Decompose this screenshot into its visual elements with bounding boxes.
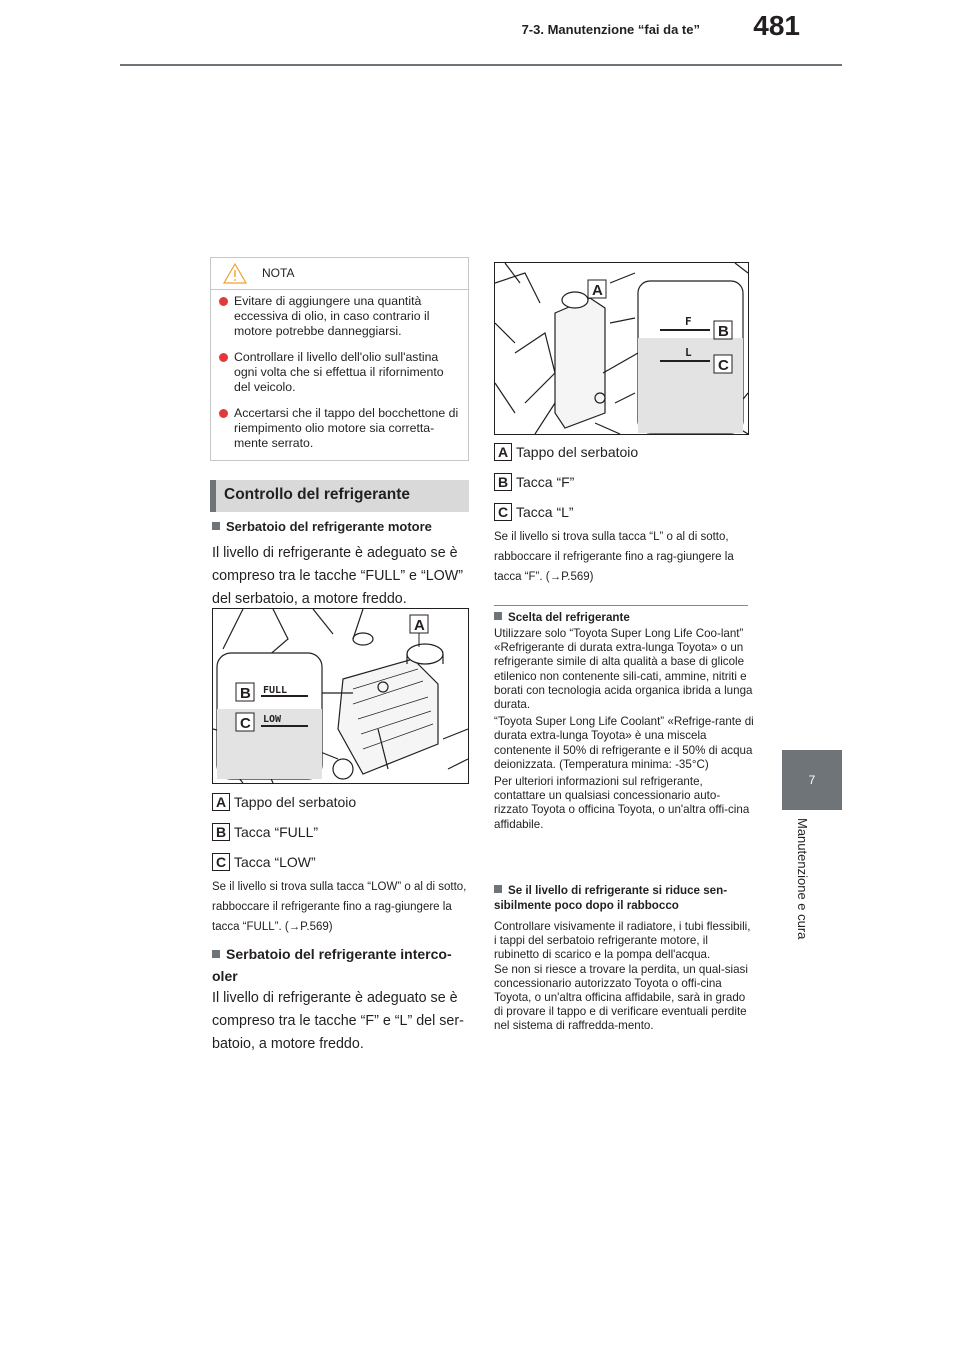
legend-badge-b: B (212, 823, 230, 841)
notice-header (211, 258, 468, 290)
label-c: C (718, 357, 729, 374)
legend-badge-c: C (212, 853, 230, 871)
legend-text-b: Tacca “FULL” (234, 824, 319, 840)
bullet-icon (219, 353, 228, 362)
f-mark-label: F (685, 315, 692, 328)
legend-badge-a: A (212, 793, 230, 811)
legend-text-b: Tacca “F” (516, 474, 575, 490)
low-mark-label: LOW (263, 714, 282, 725)
label-c: C (240, 715, 251, 732)
legend-text-a: Tappo del serbatoio (234, 794, 357, 810)
notice-box: NOTA Evitare di aggiungere una quantità eccessiva di olio, in caso contrario il motore potrebbe danneggiarsi. Controllare il livello dell'olio sull'astina ogni volta che si effettua il rifornimento del veicolo. Accertarsi che il tappo del bocchettone di riempimento olio motore sia corretta-mente serrato. (210, 257, 469, 461)
chapter-side-label: Manutenzione e cura (795, 818, 810, 940)
chapter-tab: 7 (782, 750, 842, 810)
legend-badge-a: A (494, 443, 512, 461)
page-number: 481 (753, 10, 800, 41)
intercooler-coolant-tank-drawing (495, 263, 748, 434)
square-bullet-icon (494, 612, 502, 620)
paragraph: Se non si riesce a trovare la perdita, un qual-siasi concessionario autorizzato Toyota o offi-cina Toyota, o un'altra officina affidabile, sarà in grado di provare il tappo e di verificare eventuali perdite nel sistema di raffredda-mento. (494, 962, 748, 1033)
paragraph: Per ulteriori informazioni sul refrigerante, contattare un qualsiasi concessionario auto-rizzato Toyota o officina Toyota, o un'altra offi-cina affidabile. (494, 775, 750, 831)
engine-tank-illustration (212, 608, 469, 784)
label-b: B (718, 323, 729, 340)
intercooler-tank-note: Se il livello si trova sulla tacca “L” o al di sotto, rabboccare il refrigerante fino a rag-giungere la tacca “F”. (→P.569) (494, 531, 734, 583)
legend-text-a: Tappo del serbatoio (516, 444, 639, 460)
square-bullet-icon (212, 950, 220, 958)
square-bullet-icon (494, 885, 502, 893)
label-b: B (240, 685, 251, 702)
coolant-choice-body (494, 627, 754, 832)
legend-text-c: Tacca “LOW” (234, 854, 316, 870)
bullet-icon (219, 409, 228, 418)
subheading-coolant-drop: Se il livello di refrigerante si riduce sen-sibilmente poco dopo il rabbocco (494, 884, 728, 912)
subheading-intercooler-tank: Serbatoio del refrigerante interco-oler (212, 946, 452, 984)
coolant-drop-body (494, 920, 754, 1034)
subheading-engine-tank: Serbatoio del refrigerante motore (212, 519, 474, 534)
legend-badge-b: B (494, 473, 512, 491)
section-heading: Controllo del refrigerante (210, 480, 469, 512)
engine-tank-note: Se il livello si trova sulla tacca “LOW” o al di sotto, rabboccare il refrigerante fino a rag-giungere la tacca “FULL”. (→P.569) (212, 881, 467, 933)
header-divider (120, 64, 842, 66)
legend-badge-c: C (494, 503, 512, 521)
bullet-icon (219, 297, 228, 306)
intercooler-tank-illustration (494, 262, 749, 435)
label-a: A (592, 282, 603, 299)
label-a: A (414, 617, 425, 634)
engine-coolant-tank-drawing (213, 609, 468, 783)
running-header: 7-3. Manutenzione “fai da te” (521, 22, 700, 37)
paragraph: Controllare visivamente il radiatore, i tubi flessibili, i tappi del serbatoio refrigerante motore, il rubinetto di scarico e la pompa dell'acqua. (494, 920, 751, 962)
paragraph: Utilizzare solo “Toyota Super Long Life Coo-lant” «Refrigerante di durata extra-lunga Toyota» o un refrigerante simile di alta qualità a base di glicole etilenico non contenente sili-cati, ammine, nitriti e borati con tecnologia acida organica ibrida a lunga durata. (494, 627, 753, 712)
section-divider (494, 605, 748, 606)
warning-triangle-icon (223, 263, 247, 284)
paragraph: “Toyota Super Long Life Coolant” «Refrige-rante di durata extra-lunga Toyota» è una miscela contenente il 50% di refrigerante e il 50% di acqua deionizzata. (Temperatura minima: -35°C) (494, 715, 754, 771)
full-mark-label: FULL (263, 685, 288, 696)
intercooler-tank-text: Il livello di refrigerante è adeguato se è compreso tra le tacche “F” e “L” del ser-batoio, a motore freddo. (212, 990, 464, 1052)
notice-title: NOTA (262, 266, 295, 280)
subheading-coolant-choice: Scelta del refrigerante (494, 611, 754, 624)
l-mark-label: L (685, 346, 692, 359)
engine-tank-text: Il livello di refrigerante è adeguato se è compreso tra le tacche “FULL” e “LOW” del serbatoio, a motore freddo. (212, 545, 464, 607)
square-bullet-icon (212, 522, 220, 530)
legend-text-c: Tacca “L” (516, 504, 574, 520)
